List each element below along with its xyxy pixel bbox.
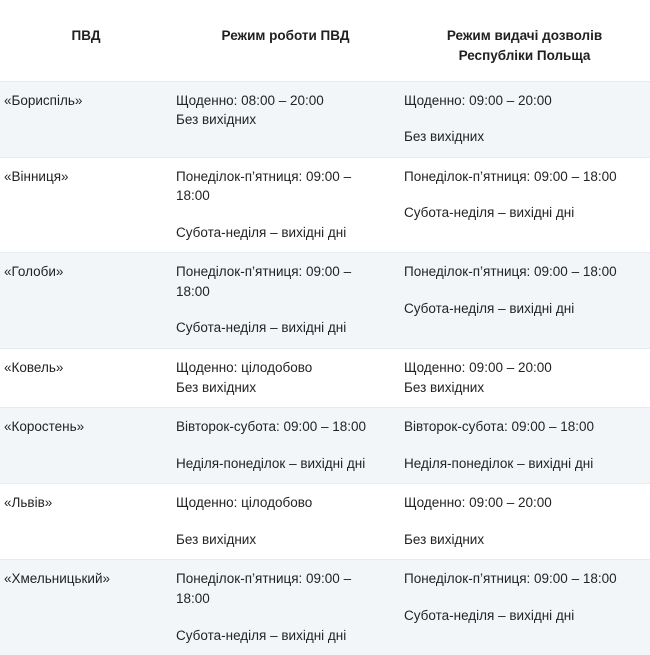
cell-permit-hours [399,560,650,655]
working-days-off-line: Субота-неділя – вихідні дні [176,627,347,643]
permit-hours-line: Щоденно: 09:00 – 20:00 [404,92,552,108]
working-days-off-line: Неділя-понеділок – вихідні дні [176,455,366,471]
header-row [0,0,650,81]
working-days-off-line: Без вихідних [176,531,257,547]
cell-permit-hours [399,349,650,408]
pvd-name-text: «Вінниця» [4,168,69,184]
table-row [0,408,650,484]
permit-hours-line: Понеділок-п’ятниця: 09:00 – 18:00 [404,264,617,280]
permit-hours-line: Понеділок-п’ятниця: 09:00 – 18:00 [404,168,617,184]
permit-days-off-line: Субота-неділя – вихідні дні [404,607,575,623]
table-row [0,157,650,253]
table-row [0,349,650,408]
cell-working-hours [172,484,399,560]
table-row [0,253,650,349]
table-row [0,560,650,655]
pvd-name-text: «Голоби» [4,264,64,280]
column-header-working-hours: Режим роботи ПВД [172,0,399,81]
cell-permit-hours [399,484,650,560]
permit-days-off-line: Неділя-понеділок – вихідні дні [404,455,594,471]
working-hours-line: Щоденно: цілодобово [176,495,313,511]
pvd-name-text: «Бориспіль» [4,92,83,108]
working-days-off-line: Без вихідних [176,379,257,395]
permit-days-off-line: Без вихідних [404,129,485,145]
cell-pvd-name [0,560,172,655]
cell-permit-hours [399,157,650,253]
working-days-off-line: Субота-неділя – вихідні дні [176,320,347,336]
cell-pvd-name [0,253,172,349]
column-header-permit-hours: Режим видачі дозволів Республіки Польща [399,0,650,81]
pvd-name-text: «Львів» [4,495,53,511]
working-hours-line: Щоденно: 08:00 – 20:00 [176,92,324,108]
column-header-pvd: ПВД [0,0,172,81]
permit-hours-line: Щоденно: 09:00 – 20:00 [404,360,552,375]
cell-working-hours [172,349,399,408]
working-hours-line: Понеділок-п’ятниця: 09:00 – 18:00 [176,571,352,606]
permit-days-off-line: Субота-неділя – вихідні дні [404,300,575,316]
working-days-off-line: Субота-неділя – вихідні дні [176,224,347,240]
permit-hours-line: Щоденно: 09:00 – 20:00 [404,495,552,511]
cell-pvd-name [0,408,172,484]
working-hours-line: Понеділок-п’ятниця: 09:00 – 18:00 [176,264,352,299]
working-hours-line: Щоденно: цілодобово [176,360,313,375]
pvd-name-text: «Хмельницький» [4,571,111,587]
permit-hours-line: Вівторок-субота: 09:00 – 18:00 [404,419,595,435]
cell-permit-hours [399,253,650,349]
cell-pvd-name [0,81,172,157]
table-row [0,81,650,157]
permit-days-off-line: Без вихідних [404,379,485,395]
working-days-off-line: Без вихідних [176,112,257,128]
cell-working-hours [172,81,399,157]
permit-days-off-line: Без вихідних [404,531,485,547]
cell-working-hours [172,157,399,253]
cell-working-hours [172,253,399,349]
table-header [0,0,650,81]
cell-permit-hours [399,408,650,484]
pvd-name-text: «Коростень» [4,419,85,435]
working-hours-line: Вівторок-субота: 09:00 – 18:00 [176,419,367,435]
cell-pvd-name [0,349,172,408]
cell-working-hours [172,560,399,655]
cell-working-hours [172,408,399,484]
cell-pvd-name [0,484,172,560]
pvd-name-text: «Ковель» [4,360,64,375]
cell-pvd-name [0,157,172,253]
table-body [0,81,650,655]
cell-permit-hours [399,81,650,157]
table-row [0,484,650,560]
permit-hours-line: Понеділок-п’ятниця: 09:00 – 18:00 [404,571,617,587]
working-hours-line: Понеділок-п’ятниця: 09:00 – 18:00 [176,168,352,204]
permit-days-off-line: Субота-неділя – вихідні дні [404,205,575,221]
